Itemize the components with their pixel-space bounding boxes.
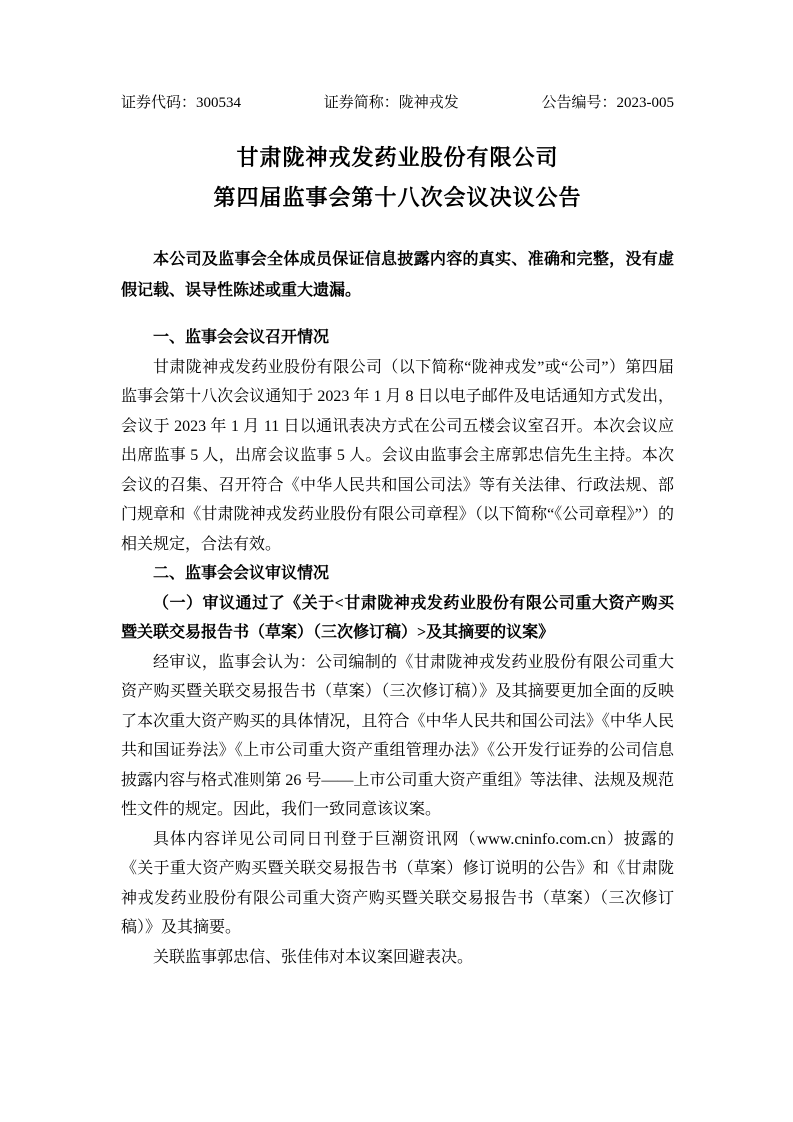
company-name-title: 甘肃陇神戎发药业股份有限公司	[236, 145, 559, 170]
section1-paragraph: 甘肃陇神戎发药业股份有限公司（以下简称“陇神戎发”或“公司”）第四届监事会第十八次会议通知于 2023 年 1 月 8 日以电子邮件及电话通知方式发出，会议于 2023 年 1 月 11 日以通讯表决方式在公司五楼会议室召开。本次会议应出席监事 5 人，出席会议监事 5 人。会议由监事会主席郭忠信先生主持。本次会议的召集、召开符合《中华人民共和国公司法》等有关法律、行政法规、部门规章和《甘肃陇神戎发药业股份有限公司章程》（以下简称“《公司章程》”）的相关规定，合法有效。	[121, 358, 674, 553]
section2-heading: 二、监事会会议审议情况	[153, 565, 330, 582]
section1-heading: 一、监事会会议召开情况	[153, 329, 330, 346]
meeting-resolution-title: 第四届监事会第十八次会议决议公告	[213, 185, 582, 210]
item1-paragraph-disclosure-reference: 具体内容详见公司同日刊登于巨潮资讯网（www.cninfo.com.cn）披露的《关于重大资产购买暨关联交易报告书（草案）修订说明的公告》和《甘肃陇神戎发药业股份有限公司重大资产购买暨关联交易报告书（草案）（三次修订稿）》及其摘要。	[121, 830, 674, 936]
stock-abbr: 证券简称：陇神戎发	[323, 95, 459, 111]
item1-paragraph-review-opinion: 经审议，监事会认为：公司编制的《甘肃陇神戎发药业股份有限公司重大资产购买暨关联交易报告书（草案）（三次修订稿）》及其摘要更加全面的反映了本次重大资产购买的具体情况，且符合《中华人民共和国公司法》《中华人民共和国证券法》《上市公司重大资产重组管理办法》《公开发行证券的公司信息披露内容与格式准则第 26 号——上市公司重大资产重组》等法律、法规及规范性文件的规定。因此，我们一致同意该议案。	[121, 653, 674, 818]
item1-heading: （一）审议通过了《关于<甘肃陇神戎发药业股份有限公司重大资产购买暨关联交易报告书（草案）（三次修订稿）>及其摘要的议案》	[121, 594, 674, 641]
stock-code: 证券代码：300534	[121, 95, 242, 111]
item1-paragraph-abstention: 关联监事郭忠信、张佳伟对本议案回避表决。	[153, 948, 474, 966]
disclaimer-statement: 本公司及监事会全体成员保证信息披露内容的真实、准确和完整，没有虚假记载、误导性陈述或重大遗漏。	[121, 251, 674, 299]
document-header	[121, 93, 674, 113]
announcement-number: 公告编号：2023-005	[541, 95, 674, 111]
